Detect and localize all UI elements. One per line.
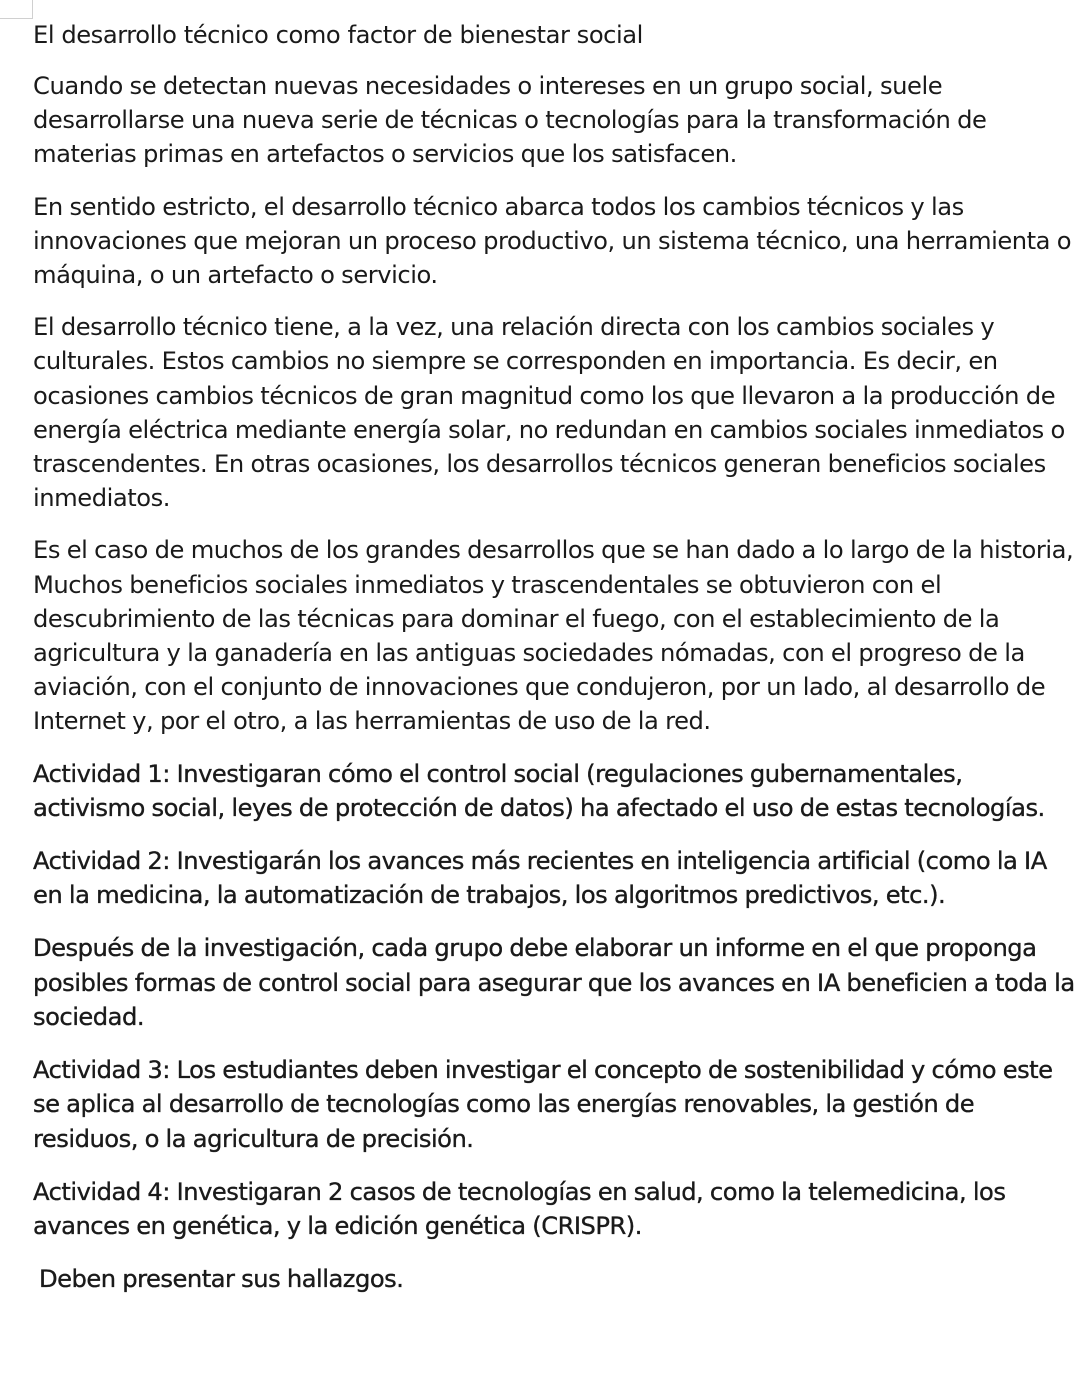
document-body xyxy=(33,18,1077,1296)
activity-2-report: Después de la investigación, cada grupo debe elaborar un informe en el que proponga posibles formas de control social para asegurar que los avances en IA beneficien a toda la sociedad. xyxy=(33,934,1075,1032)
page-corner-mark xyxy=(0,0,33,19)
paragraph-definition: En sentido estricto, el desarrollo técnico abarca todos los cambios técnicos y las innovaciones que mejoran un proceso productivo, un sistema técnico, una herramienta o máquina, o un artefacto o servicio. xyxy=(33,192,1072,290)
closing-instruction: Deben presentar sus hallazgos. xyxy=(39,1264,404,1293)
paragraph-needs: Cuando se detectan nuevas necesidades o intereses en un grupo social, suele desarrollarse una nueva serie de técnicas o tecnologías para la transformación de materias primas en artefactos o servicios que los satisfacen. xyxy=(33,72,987,169)
activity-2: Actividad 2: Investigarán los avances más recientes en inteligencia artificial (como la IA en la medicina, la automatización de trabajos, los algoritmos predictivos, etc.). xyxy=(33,846,1047,910)
document-title: El desarrollo técnico como factor de bienestar social xyxy=(33,21,643,49)
paragraph-history-examples: Es el caso de muchos de los grandes desarrollos que se han dado a lo largo de la historia, Muchos beneficios sociales inmediatos y trascendentales se obtuvieron con el descubrimiento de las técnicas para dominar el fuego, con el establecimiento de la agricultura y la ganadería en las antiguas sociedades nómadas, con el progreso de la aviación, con el conjunto de innovaciones que condujeron, por un lado, al desarrollo de Internet y, por el otro, a las herramientas de uso de la red. xyxy=(33,536,1074,736)
activity-1: Actividad 1: Investigaran cómo el control social (regulaciones gubernamentales, activismo social, leyes de protección de datos) ha afectado el uso de estas tecnologías. xyxy=(33,759,1045,823)
activity-4: Actividad 4: Investigaran 2 casos de tecnologías en salud, como la telemedicina, los avances en genética, y la edición genética (CRISPR). xyxy=(33,1177,1006,1241)
paragraph-social-relation: El desarrollo técnico tiene, a la vez, una relación directa con los cambios sociales y culturales. Estos cambios no siempre se corresponden en importancia. Es decir, en ocasiones cambios técnicos de gran magnitud como los que llevaron a la producción de energía eléctrica mediante energía solar, no redundan en cambios sociales inmediatos o trascendentes. En otras ocasiones, los desarrollos técnicos generan beneficios sociales inmediatos. xyxy=(33,313,1065,513)
activity-3: Actividad 3: Los estudiantes deben investigar el concepto de sostenibilidad y cómo este se aplica al desarrollo de tecnologías como las energías renovables, la gestión de residuos, o la agricultura de precisión. xyxy=(33,1055,1053,1153)
